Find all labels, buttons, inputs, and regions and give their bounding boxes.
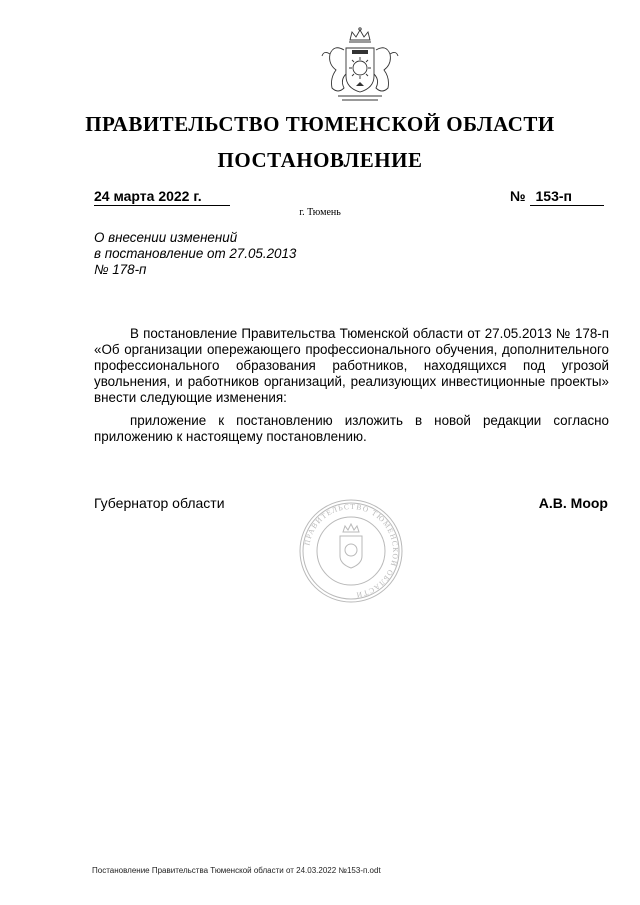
document-date: 24 марта 2022 г.	[94, 188, 230, 206]
seal-text: ПРАВИТЕЛЬСТВО ТЮМЕНСКОЙ ОБЛАСТИ	[302, 501, 401, 600]
body-paragraph: приложение к постановлению изложить в новой редакции согласно приложению к настоящему постановлению.	[94, 413, 609, 444]
subject-line: О внесении изменений	[94, 230, 238, 245]
number-sign: №	[510, 188, 526, 204]
document-subject	[94, 230, 394, 278]
document-number	[510, 188, 605, 206]
footer-filename: Постановление Правительства Тюменской области от 24.03.2022 №153-п.odt	[92, 866, 381, 875]
document-type-title: ПОСТАНОВЛЕНИЕ	[217, 148, 423, 172]
document-body	[94, 326, 609, 445]
organization-title: ПРАВИТЕЛЬСТВО ТЮМЕНСКОЙ ОБЛАСТИ	[85, 112, 555, 136]
signatory-title: Губернатор области	[94, 495, 225, 511]
official-seal	[298, 498, 404, 604]
subject-line: в постановление от 27.05.2013	[94, 246, 297, 261]
coat-of-arms-icon	[316, 26, 404, 108]
number-value: 153-п	[530, 188, 604, 206]
signatory-name: А.В. Моор	[538, 495, 608, 511]
body-paragraph: В постановление Правительства Тюменской области от 27.05.2013 № 178-п «Об организации опережающего профессионального обучения, дополнительного профессионального образования работников, находящихся под угрозой увольнения, и работников организаций, реализующих инвестиционные проекты» внести следующие изменения:	[94, 326, 609, 405]
city-label: г. Тюмень	[299, 207, 341, 218]
subject-line: № 178-п	[94, 262, 147, 277]
